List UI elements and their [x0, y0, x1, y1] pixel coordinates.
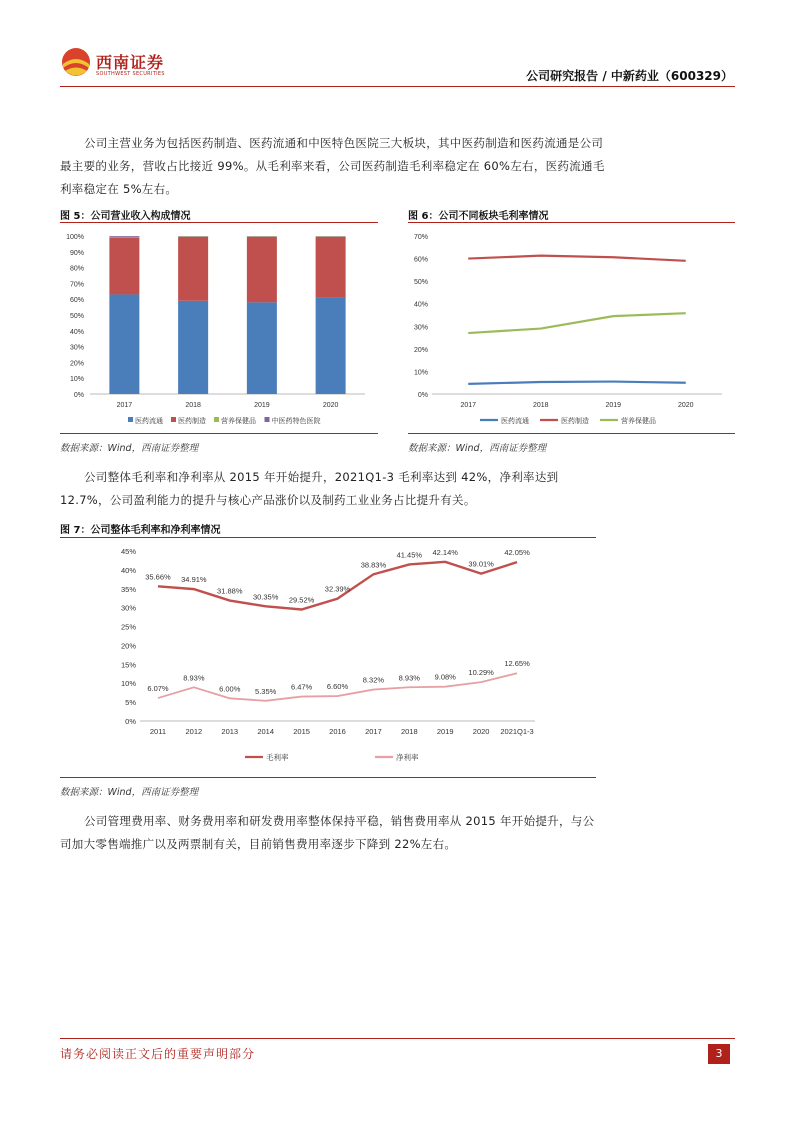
- y-tick-label: 80%: [69, 265, 84, 273]
- bar-segment-医药制造: [247, 237, 277, 303]
- data-label: 12.65%: [504, 659, 530, 669]
- series-line-医药制造: [468, 256, 686, 261]
- figure-7-title: 图 7：公司整体毛利率和净利率情况: [60, 525, 221, 536]
- bar-segment-医药流通: [316, 298, 346, 394]
- legend-label: 毛利率: [266, 753, 289, 762]
- y-tick-label: 30%: [69, 344, 84, 352]
- legend-swatch: [214, 417, 219, 422]
- x-tick-label: 2017: [116, 402, 133, 409]
- y-tick-label: 20%: [69, 360, 84, 368]
- data-label: 8.93%: [398, 673, 420, 683]
- bar-segment-医药制造: [178, 237, 208, 301]
- y-tick-label: 90%: [69, 249, 84, 257]
- segment-gross-margin-chart: [408, 226, 735, 432]
- y-tick-label: 70%: [413, 234, 428, 241]
- y-tick-label: 20%: [413, 346, 428, 354]
- x-tick-label: 2011: [149, 727, 167, 736]
- company-logo-subtext: SOUTHWEST SECURITIES: [96, 71, 165, 77]
- y-tick-label: 10%: [120, 679, 136, 689]
- data-label: 9.08%: [434, 672, 456, 682]
- y-tick-label: 60%: [413, 256, 428, 264]
- legend-swatch: [265, 417, 270, 422]
- y-tick-label: 100%: [66, 234, 84, 241]
- legend-label: 医药制造: [178, 418, 206, 425]
- figure-7-top-rule: [60, 537, 596, 538]
- y-tick-label: 40%: [69, 328, 84, 336]
- bar-segment-医药流通: [247, 302, 277, 394]
- x-tick-label: 2021Q1-3: [500, 727, 534, 736]
- y-tick-label: 15%: [120, 660, 136, 670]
- data-label: 38.83%: [360, 560, 387, 570]
- y-tick-label: 10%: [413, 369, 428, 377]
- y-tick-label: 60%: [69, 297, 84, 305]
- y-tick-label: 50%: [413, 279, 428, 287]
- x-tick-label: 2020: [322, 402, 339, 409]
- figure-5-title: 图 5：公司营业收入构成情况: [60, 211, 191, 222]
- data-label: 6.60%: [326, 682, 349, 692]
- series-line-营养保健品: [468, 313, 686, 333]
- figure-7-source: 数据来源：Wind，西南证券整理: [60, 787, 199, 798]
- x-tick-label: 2017: [460, 402, 477, 409]
- legend-label: 医药流通: [135, 418, 163, 425]
- footer-divider: [60, 1038, 735, 1039]
- data-label: 6.00%: [219, 684, 241, 694]
- x-tick-label: 2020: [677, 402, 694, 409]
- header-divider: [60, 86, 735, 87]
- data-label: 39.01%: [468, 559, 494, 569]
- figure-6-top-rule: [408, 222, 735, 223]
- series-line-医药流通: [468, 382, 686, 384]
- figure-5-top-rule: [60, 222, 378, 223]
- data-label: 31.88%: [217, 586, 243, 596]
- y-tick-label: 0%: [125, 717, 136, 726]
- data-label: 6.07%: [147, 684, 169, 694]
- data-label: 34.91%: [181, 575, 207, 585]
- bar-segment-营养保健品: [109, 237, 139, 238]
- paragraph-business-overview: 公司主营业务为包括医药制造、医药流通和中医特色医院三大板块，其中医药制造和医药流通是公司最主要的业务，营收占比接近 99%。从毛利率来看，公司医药制造毛利率稳定在 60%左右，医药流通毛利率稳定在 5%左右。: [60, 136, 605, 196]
- y-tick-label: 45%: [120, 547, 136, 556]
- revenue-composition-chart: [60, 226, 378, 432]
- figure-7-bottom-rule: [60, 777, 596, 778]
- x-tick-label: 2020: [472, 727, 490, 736]
- bar-segment-医药流通: [178, 301, 208, 394]
- y-tick-label: 5%: [125, 698, 136, 708]
- y-tick-label: 20%: [120, 641, 136, 651]
- figure-5-bottom-rule: [60, 433, 378, 434]
- x-tick-label: 2019: [254, 402, 270, 409]
- legend-label: 净利率: [396, 753, 419, 762]
- y-tick-label: 0%: [73, 392, 84, 399]
- figure-6-bottom-rule: [408, 433, 735, 434]
- x-tick-label: 2015: [293, 727, 310, 736]
- data-label: 29.52%: [288, 595, 315, 605]
- bar-segment-医药流通: [109, 294, 139, 394]
- company-logo-text: 西南证券: [96, 53, 165, 72]
- bar-segment-中医药特色医院: [109, 236, 139, 237]
- y-tick-label: 30%: [120, 603, 136, 613]
- x-tick-label: 2019: [605, 402, 622, 409]
- legend-swatch: [128, 417, 133, 422]
- legend-label: 医药流通: [501, 418, 529, 425]
- data-label: 8.93%: [183, 673, 205, 683]
- x-tick-label: 2019: [436, 727, 454, 736]
- legend-label: 营养保健品: [621, 418, 656, 425]
- figure-6-source: 数据来源：Wind，西南证券整理: [408, 443, 547, 454]
- page-number: 3: [708, 1044, 730, 1064]
- figure-6-title: 图 6：公司不同板块毛利率情况: [408, 211, 549, 222]
- y-tick-label: 30%: [413, 324, 428, 332]
- data-label: 41.45%: [396, 550, 423, 560]
- y-tick-label: 25%: [120, 622, 136, 632]
- data-label: 35.66%: [145, 572, 171, 582]
- data-label: 42.14%: [432, 547, 458, 557]
- paragraph-expense-ratios: 公司管理费用率、财务费用率和研发费用率整体保持平稳，销售费用率从 2015 年开始提升，与公司加大零售端推广以及两票制有关，目前销售费用率逐步下降到 22%左右。: [60, 814, 595, 851]
- x-tick-label: 2018: [532, 402, 549, 409]
- data-label: 8.32%: [362, 675, 385, 685]
- legend-label: 医药制造: [561, 418, 589, 425]
- data-label: 6.47%: [290, 682, 313, 692]
- overall-margin-chart: [60, 541, 596, 775]
- legend-label: 中医药特色医院: [271, 418, 321, 425]
- y-tick-label: 40%: [413, 301, 428, 309]
- x-tick-label: 2014: [257, 727, 275, 736]
- x-tick-label: 2018: [185, 402, 201, 409]
- figure-5-source: 数据来源：Wind，西南证券整理: [60, 443, 199, 454]
- bar-segment-医药制造: [109, 238, 139, 295]
- paragraph-profitability: 公司整体毛利率和净利率从 2015 年开始提升，2021Q1-3 毛利率达到 42%，净利率达到 12.7%，公司盈利能力的提升与核心产品涨价以及制药工业业务占比提升有关。: [60, 470, 559, 507]
- legend-label: 营养保健品: [221, 418, 256, 425]
- data-label: 42.05%: [504, 548, 530, 558]
- y-tick-label: 50%: [69, 313, 84, 320]
- y-tick-label: 10%: [69, 376, 84, 384]
- data-label: 10.29%: [468, 668, 494, 678]
- y-tick-label: 35%: [120, 584, 136, 594]
- x-tick-label: 2018: [400, 727, 418, 736]
- legend-swatch: [171, 417, 176, 422]
- company-logo-mark: [60, 46, 92, 80]
- data-label: 5.35%: [255, 686, 277, 696]
- data-label: 30.35%: [252, 592, 279, 602]
- y-tick-label: 40%: [120, 565, 136, 575]
- data-label: 32.39%: [324, 584, 351, 594]
- y-tick-label: 0%: [417, 392, 428, 399]
- x-tick-label: 2016: [329, 727, 346, 736]
- report-header-title: 公司研究报告 / 中新药业（600329）: [526, 69, 733, 83]
- y-tick-label: 70%: [69, 281, 84, 289]
- x-tick-label: 2017: [365, 727, 382, 736]
- x-tick-label: 2012: [185, 727, 203, 736]
- bar-segment-医药制造: [316, 237, 346, 298]
- footer-disclaimer-note: 请务必阅读正文后的重要声明部分: [60, 1047, 256, 1061]
- x-tick-label: 2013: [221, 727, 239, 736]
